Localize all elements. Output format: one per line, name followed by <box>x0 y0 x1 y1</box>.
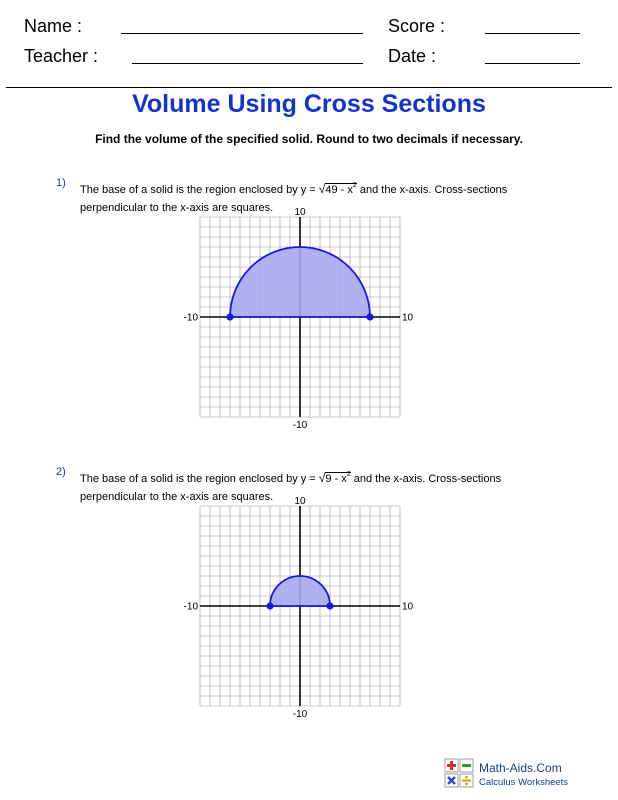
graph <box>170 496 420 736</box>
radicand-text: 9 - x <box>325 473 347 485</box>
problem-text-after: and the x-axis. Cross-sections perpendicular to the x-axis are squares. <box>80 473 502 503</box>
problem-1 <box>0 177 618 437</box>
header-divider <box>6 87 612 88</box>
page-title: Volume Using Cross Sections <box>132 90 486 118</box>
problem-number: 2) <box>56 466 66 478</box>
teacher-label: Teacher : <box>24 46 99 66</box>
exponent: 2 <box>352 182 357 189</box>
problem-2 <box>0 466 618 726</box>
y-max-label: 10 <box>294 496 306 507</box>
name-label: Name : <box>24 16 83 36</box>
x-min-label: -10 <box>183 312 198 324</box>
y-max-label: 10 <box>294 207 306 218</box>
radicand-text: 49 - x <box>325 184 353 196</box>
endpoint-left <box>226 313 233 320</box>
shaded-region <box>230 247 370 317</box>
radical-expression <box>319 466 351 488</box>
endpoint-right <box>366 313 373 320</box>
name-field[interactable] <box>121 33 363 34</box>
endpoint-right <box>326 602 333 609</box>
radicand <box>325 472 350 485</box>
radicand <box>325 183 356 196</box>
math-aids-logo-icon <box>444 758 474 788</box>
date-label: Date : <box>388 46 437 66</box>
shaded-region <box>270 576 330 606</box>
x-max-label: 10 <box>402 312 414 324</box>
sqrt-symbol: √ <box>318 471 326 485</box>
problem-text-after: and the x-axis. Cross-sections perpendicular to the x-axis are squares. <box>80 184 508 214</box>
radical-expression <box>319 177 357 199</box>
score-label: Score : <box>388 16 446 36</box>
graph <box>170 207 420 447</box>
instructions: Find the volume of the specified solid. Round to two decimals if necessary. <box>95 132 523 146</box>
exponent: 2 <box>346 471 351 478</box>
brand-subtitle: Calculus Worksheets <box>479 777 569 788</box>
x-max-label: 10 <box>402 601 414 613</box>
teacher-field[interactable] <box>132 63 363 64</box>
date-field[interactable] <box>485 63 580 64</box>
y-min-label: -10 <box>292 709 308 720</box>
problem-text-before: The base of a solid is the region enclosed by y = <box>80 184 319 196</box>
y-min-label: -10 <box>292 420 308 431</box>
problem-number: 1) <box>56 177 66 189</box>
score-field[interactable] <box>485 33 580 34</box>
brand-site-name: Math-Aids.Com <box>479 761 562 775</box>
problem-text-before: The base of a solid is the region enclosed by y = <box>80 473 319 485</box>
brand-badge[interactable] <box>444 758 594 794</box>
sqrt-symbol: √ <box>318 182 326 196</box>
x-min-label: -10 <box>183 601 198 613</box>
endpoint-left <box>266 602 273 609</box>
